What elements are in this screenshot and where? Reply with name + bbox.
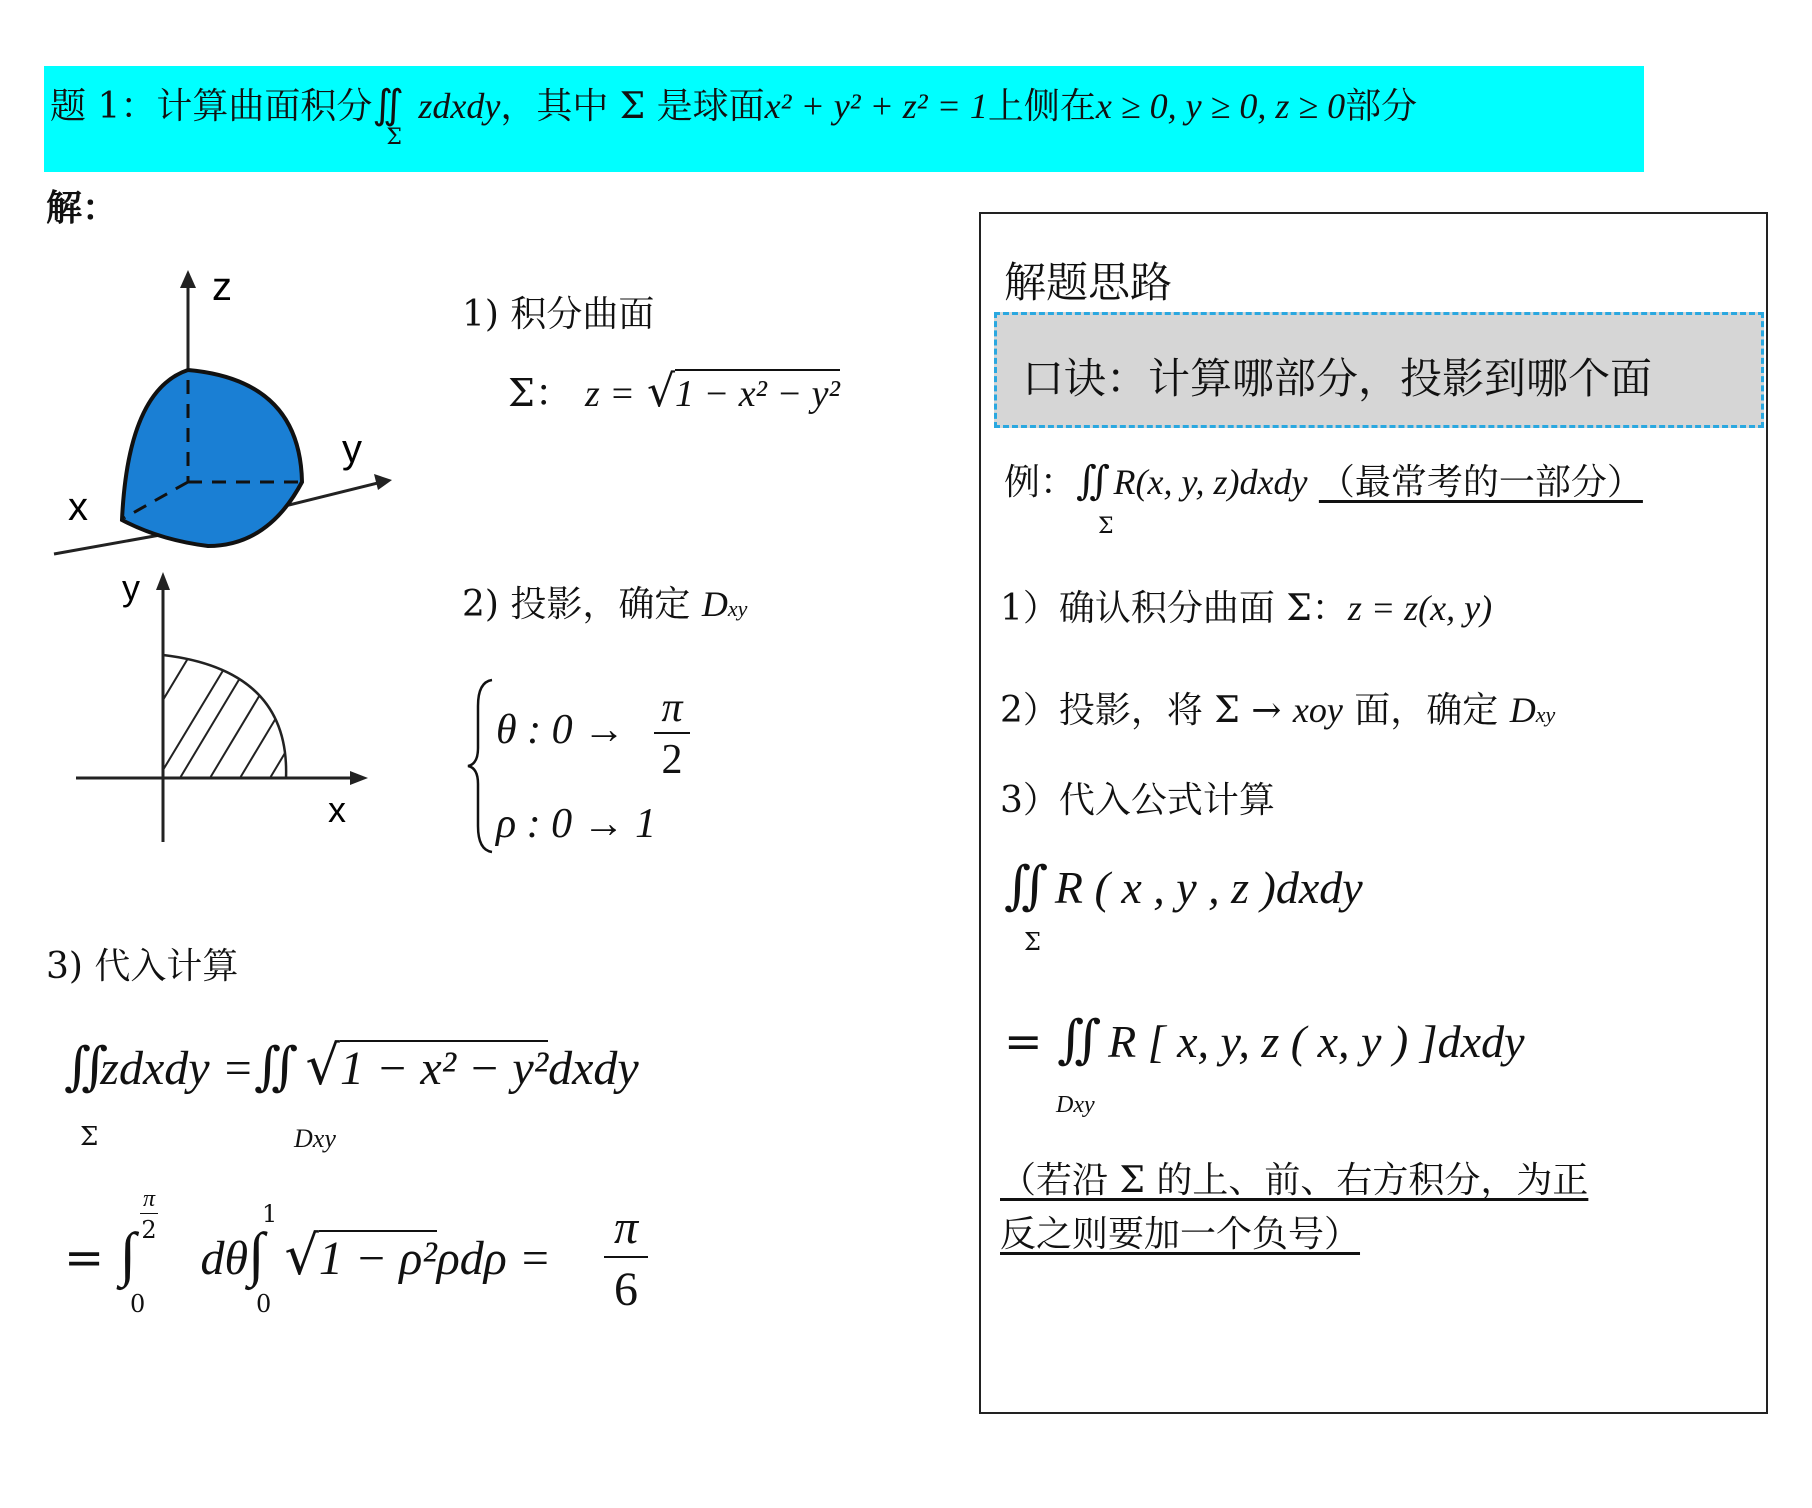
- problem-prefix: 题 1：计算曲面积分: [50, 86, 373, 127]
- y-axis-arrow: [374, 474, 392, 490]
- step3-line2-tail: ρdρ =: [436, 1232, 552, 1285]
- panel-step2: [1000, 682, 1555, 733]
- problem-integral-sign: ∬: [372, 82, 396, 127]
- step1-formula: [508, 362, 840, 417]
- panel-step2-text-b: 面，确定: [1354, 690, 1510, 731]
- proj-x-axis-arrow: [350, 771, 368, 785]
- rho-range: ρ : 0 → 1: [496, 801, 657, 847]
- panel-formula2-sub: Dxy: [1056, 1092, 1095, 1118]
- int1-upper-num: π: [140, 1186, 158, 1214]
- panel-formula2: [1004, 1010, 1524, 1070]
- theta-frac-den: 2: [661, 737, 683, 783]
- step3-sigma-sub: Σ: [80, 1122, 99, 1152]
- result-den: 6: [614, 1263, 638, 1316]
- int1-lower: 0: [130, 1290, 146, 1318]
- panel-note-line1: （若沿 Σ 的上、前、右方积分，为正: [1000, 1160, 1589, 1201]
- step3-dxy-sub: Dxy: [294, 1124, 336, 1153]
- panel-title: 解题思路: [1004, 258, 1173, 307]
- sqrt-sign: √: [284, 1224, 319, 1287]
- z-axis-arrow: [180, 270, 196, 288]
- example-label: 例：: [1004, 462, 1077, 503]
- problem-conditions: x ≥ 0, y ≥ 0, z ≥ 0: [1095, 86, 1346, 126]
- octant-sphere-diagram: [40, 260, 410, 560]
- step1-radicand: 1 − x² − y²: [675, 369, 840, 415]
- example-integrand: R(x, y, z)dxdy: [1113, 462, 1308, 502]
- step1-z-eq: z =: [584, 373, 635, 415]
- double-integral-icon: ∬: [253, 1037, 291, 1097]
- panel-step1: [1000, 580, 1492, 631]
- panel-formula2-body: R [ x, y, z ( x, y ) ]dxdy: [1108, 1016, 1525, 1067]
- y-axis-label: y: [342, 427, 362, 471]
- step1-sigma: Σ：: [508, 371, 573, 415]
- problem-text2: 上侧在: [987, 86, 1096, 127]
- problem-integral-sub: Σ: [386, 125, 402, 150]
- step2-heading-text: 2) 投影，确定: [462, 584, 702, 625]
- panel-formula2-eq: =: [1004, 1014, 1043, 1068]
- step2-heading-D: D: [701, 584, 728, 624]
- step3-line2-radicand: 1 − ρ²: [318, 1232, 437, 1285]
- double-integral-icon: ∬: [64, 1037, 101, 1097]
- step3-line2-eq: =: [64, 1230, 105, 1286]
- double-integral-icon: ∬: [1057, 1010, 1094, 1070]
- step3-line1: [64, 1034, 639, 1097]
- example-sub: Σ: [1098, 514, 1114, 539]
- step3-line1-tail: dxdy: [548, 1042, 639, 1095]
- sqrt-sign: √: [305, 1034, 340, 1097]
- int2-upper: 1: [262, 1200, 278, 1228]
- step3-heading: 3) 代入计算: [46, 946, 239, 987]
- example-note: （最常考的一部分）: [1318, 462, 1643, 503]
- projection-domain-diagram: [60, 560, 380, 850]
- quarter-circle-arc: [163, 655, 286, 778]
- panel-formula1-body: R ( x , y , z )dxdy: [1054, 862, 1363, 913]
- theta-frac-num: π: [654, 684, 690, 734]
- step3-line2: [64, 1220, 551, 1289]
- motto-text: 口诀：计算哪部分，投影到哪个面: [1022, 354, 1653, 403]
- panel-step1-formula: z = z(x, y): [1347, 588, 1493, 628]
- example-line: [1004, 454, 1643, 505]
- panel-step1-text: 1）确认积分曲面 Σ：: [1000, 588, 1348, 629]
- panel-note-line2: 反之则要加一个负号）: [1000, 1214, 1361, 1255]
- panel-formula1: [1004, 856, 1363, 916]
- problem-integrand: zdxdy: [418, 86, 501, 126]
- step2-heading: [462, 576, 747, 627]
- sqrt-sign: √: [647, 366, 676, 417]
- proj-y-axis-label: y: [122, 567, 140, 608]
- problem-text3: 部分: [1345, 86, 1418, 127]
- problem-statement: [50, 78, 1418, 150]
- z-axis-label: z: [212, 265, 232, 309]
- double-integral-icon: ∬: [1004, 856, 1041, 916]
- theta-range: θ : 0 →: [496, 707, 626, 753]
- octant-sphere-surface: [122, 370, 302, 546]
- panel-step2-D: D: [1509, 690, 1536, 730]
- hatch-lines: [163, 628, 360, 778]
- step3-line1-lhs: zdxdy =: [100, 1042, 254, 1095]
- panel-step2-sub: xy: [1535, 702, 1556, 727]
- int1-upper-den: 2: [141, 1216, 157, 1244]
- panel-step2-text-a: 2）投影，将 Σ →: [1000, 690, 1282, 731]
- problem-sphere-eq: x² + y² + z² = 1: [764, 86, 988, 126]
- step1-heading: 1) 积分曲面: [462, 294, 655, 335]
- double-integral-icon: ∬: [1076, 458, 1103, 504]
- step2-heading-sub: xy: [727, 596, 748, 621]
- solution-label: 解：: [46, 187, 119, 229]
- step3-line1-radicand: 1 − x² − y²: [339, 1042, 549, 1095]
- panel-step2-xoy: xoy: [1292, 690, 1343, 730]
- panel-formula1-sub: Σ: [1024, 928, 1041, 956]
- integral-icon: ∫: [119, 1221, 136, 1287]
- system-brace: [466, 676, 496, 856]
- panel-step3: 3）代入公式计算: [1000, 780, 1275, 821]
- step3-dtheta: dθ: [200, 1232, 249, 1285]
- x-axis-label: x: [68, 485, 88, 529]
- integral-icon: ∫: [248, 1221, 265, 1287]
- int2-lower: 0: [256, 1290, 272, 1318]
- problem-text1: ，其中 Σ 是球面: [500, 86, 765, 127]
- proj-x-axis-label: x: [328, 789, 346, 830]
- proj-y-axis-arrow: [156, 572, 170, 590]
- result-num: π: [604, 1200, 648, 1258]
